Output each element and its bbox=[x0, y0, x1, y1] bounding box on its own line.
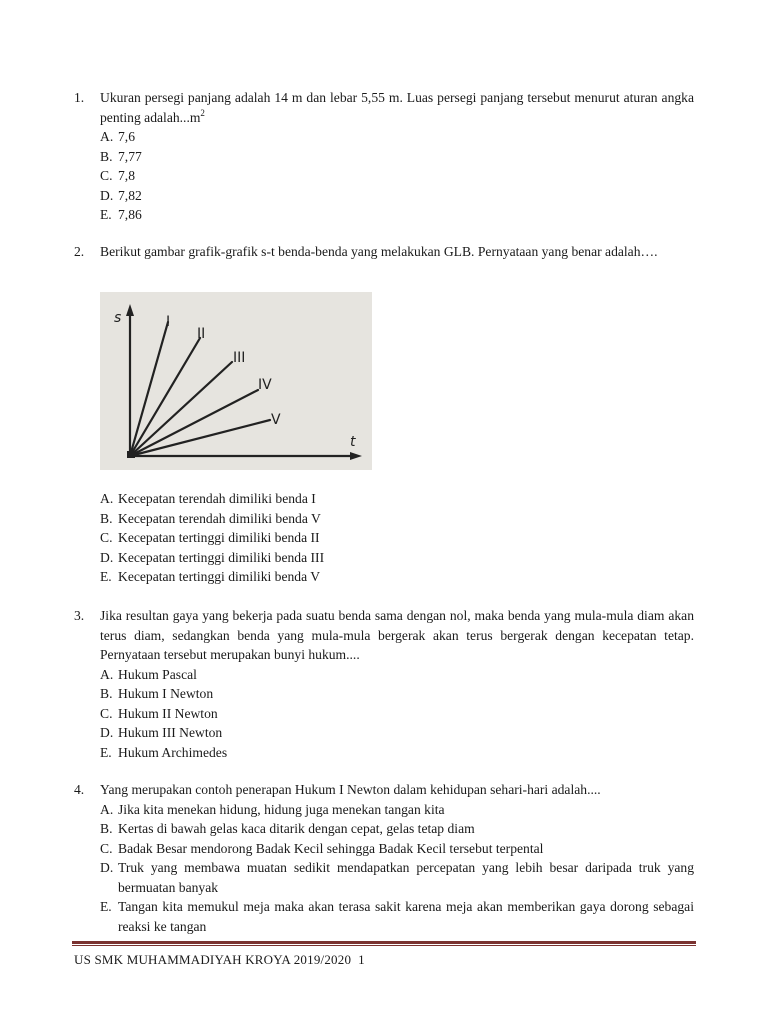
question-1 bbox=[74, 88, 694, 225]
x-axis-arrow bbox=[350, 452, 362, 460]
question-stem: Yang merupakan contoh penerapan Hukum I Newton dalam kehidupan sehari-hari adalah.... bbox=[100, 782, 601, 797]
st-graph bbox=[100, 292, 372, 470]
page-number: 1 bbox=[358, 952, 365, 967]
option-e: E. Hukum Archimedes bbox=[100, 744, 228, 760]
question-2-options bbox=[74, 489, 694, 587]
line-label-ii: II bbox=[197, 326, 206, 342]
x-axis-label: t bbox=[350, 434, 356, 450]
question-4 bbox=[74, 780, 694, 936]
footer-rule-thin bbox=[72, 945, 696, 946]
question-stem: Ukuran persegi panjang adalah 14 m dan lebar 5,55 m. Luas persegi panjang tersebut menurut aturan angka penting $adalah...m^2$ bbox=[100, 90, 694, 125]
question-number: 4. bbox=[74, 782, 85, 797]
option-b: B. Kertas di bawah gelas kaca ditarik dengan cepat, gelas tetap diam bbox=[100, 821, 475, 836]
option-d: D. 7,82 bbox=[100, 187, 142, 203]
superscript: 2 bbox=[200, 107, 205, 118]
option-c: C. 7,8 bbox=[100, 168, 135, 183]
option-b: B. Kecepatan terendah dimiliki benda V bbox=[100, 510, 321, 526]
question-number: 3. bbox=[74, 608, 85, 623]
option-c: C. Badak Besar mendorong Badak Kecil sehingga Badak Kecil tersebut terpental bbox=[100, 840, 544, 856]
question-number: 2. bbox=[74, 244, 85, 259]
option-d: D. Truk yang membawa muatan sedikit mendapatkan percepatan yang lebih besar daripada truk yang bermuatan banyak bbox=[100, 860, 694, 895]
line-label-v: V bbox=[271, 412, 281, 428]
option-c: C. Kecepatan tertinggi dimiliki benda II bbox=[100, 530, 320, 545]
footer-school: US SMK MUHAMMADIYAH KROYA 2019/2020 bbox=[74, 952, 352, 967]
option-e: E. 7,86 bbox=[100, 207, 142, 222]
option-d: D. Hukum III Newton bbox=[100, 725, 223, 740]
option-c: C. Hukum II Newton bbox=[100, 705, 218, 721]
option-a: A. Kecepatan terendah dimiliki benda I bbox=[100, 491, 316, 506]
line-label-iv: IV bbox=[258, 377, 272, 393]
option-b: B. 7,77 bbox=[100, 148, 142, 164]
origin-mark bbox=[127, 451, 135, 458]
st-graph-figure bbox=[100, 292, 372, 470]
y-axis-label: s bbox=[114, 310, 122, 326]
option-e: E. Tangan kita memukul meja maka akan terasa sakit karena meja akan memberikan gaya dorong sebagai reaksi ke tangan bbox=[100, 899, 694, 934]
page-footer bbox=[74, 950, 365, 970]
question-stem: Berikut gambar grafik-grafik s-t benda-benda yang melakukan GLB. Pernyataan yang benar adalah…. bbox=[100, 244, 658, 259]
question-number: 1. bbox=[74, 90, 85, 105]
option-d: D. Kecepatan tertinggi dimiliki benda III bbox=[100, 549, 325, 565]
option-b: B. Hukum I Newton bbox=[100, 686, 214, 701]
question-stem: Jika resultan gaya yang bekerja pada suatu benda sama dengan nol, maka benda yang mula-mula diam akan terus diam, sedangkan benda yang mula-mula bergerak akan terus bergerak dengan kecepatan tetap. Pernyataan tersebut merupakan bunyi hukum.... bbox=[100, 608, 694, 662]
line-label-i: I bbox=[166, 314, 171, 330]
option-a: A. 7,6 bbox=[100, 129, 135, 144]
option-e: E. Kecepatan tertinggi dimiliki benda V bbox=[100, 569, 321, 584]
option-a: A. Jika kita menekan hidung, hidung juga menekan tangan kita bbox=[100, 801, 445, 817]
y-axis-arrow bbox=[126, 304, 134, 316]
footer-rule bbox=[72, 941, 696, 944]
line-label-iii: III bbox=[233, 350, 246, 366]
line-i bbox=[130, 322, 168, 456]
question-3 bbox=[74, 606, 694, 762]
option-a: A. Hukum Pascal bbox=[100, 666, 197, 682]
question-2 bbox=[74, 242, 694, 262]
